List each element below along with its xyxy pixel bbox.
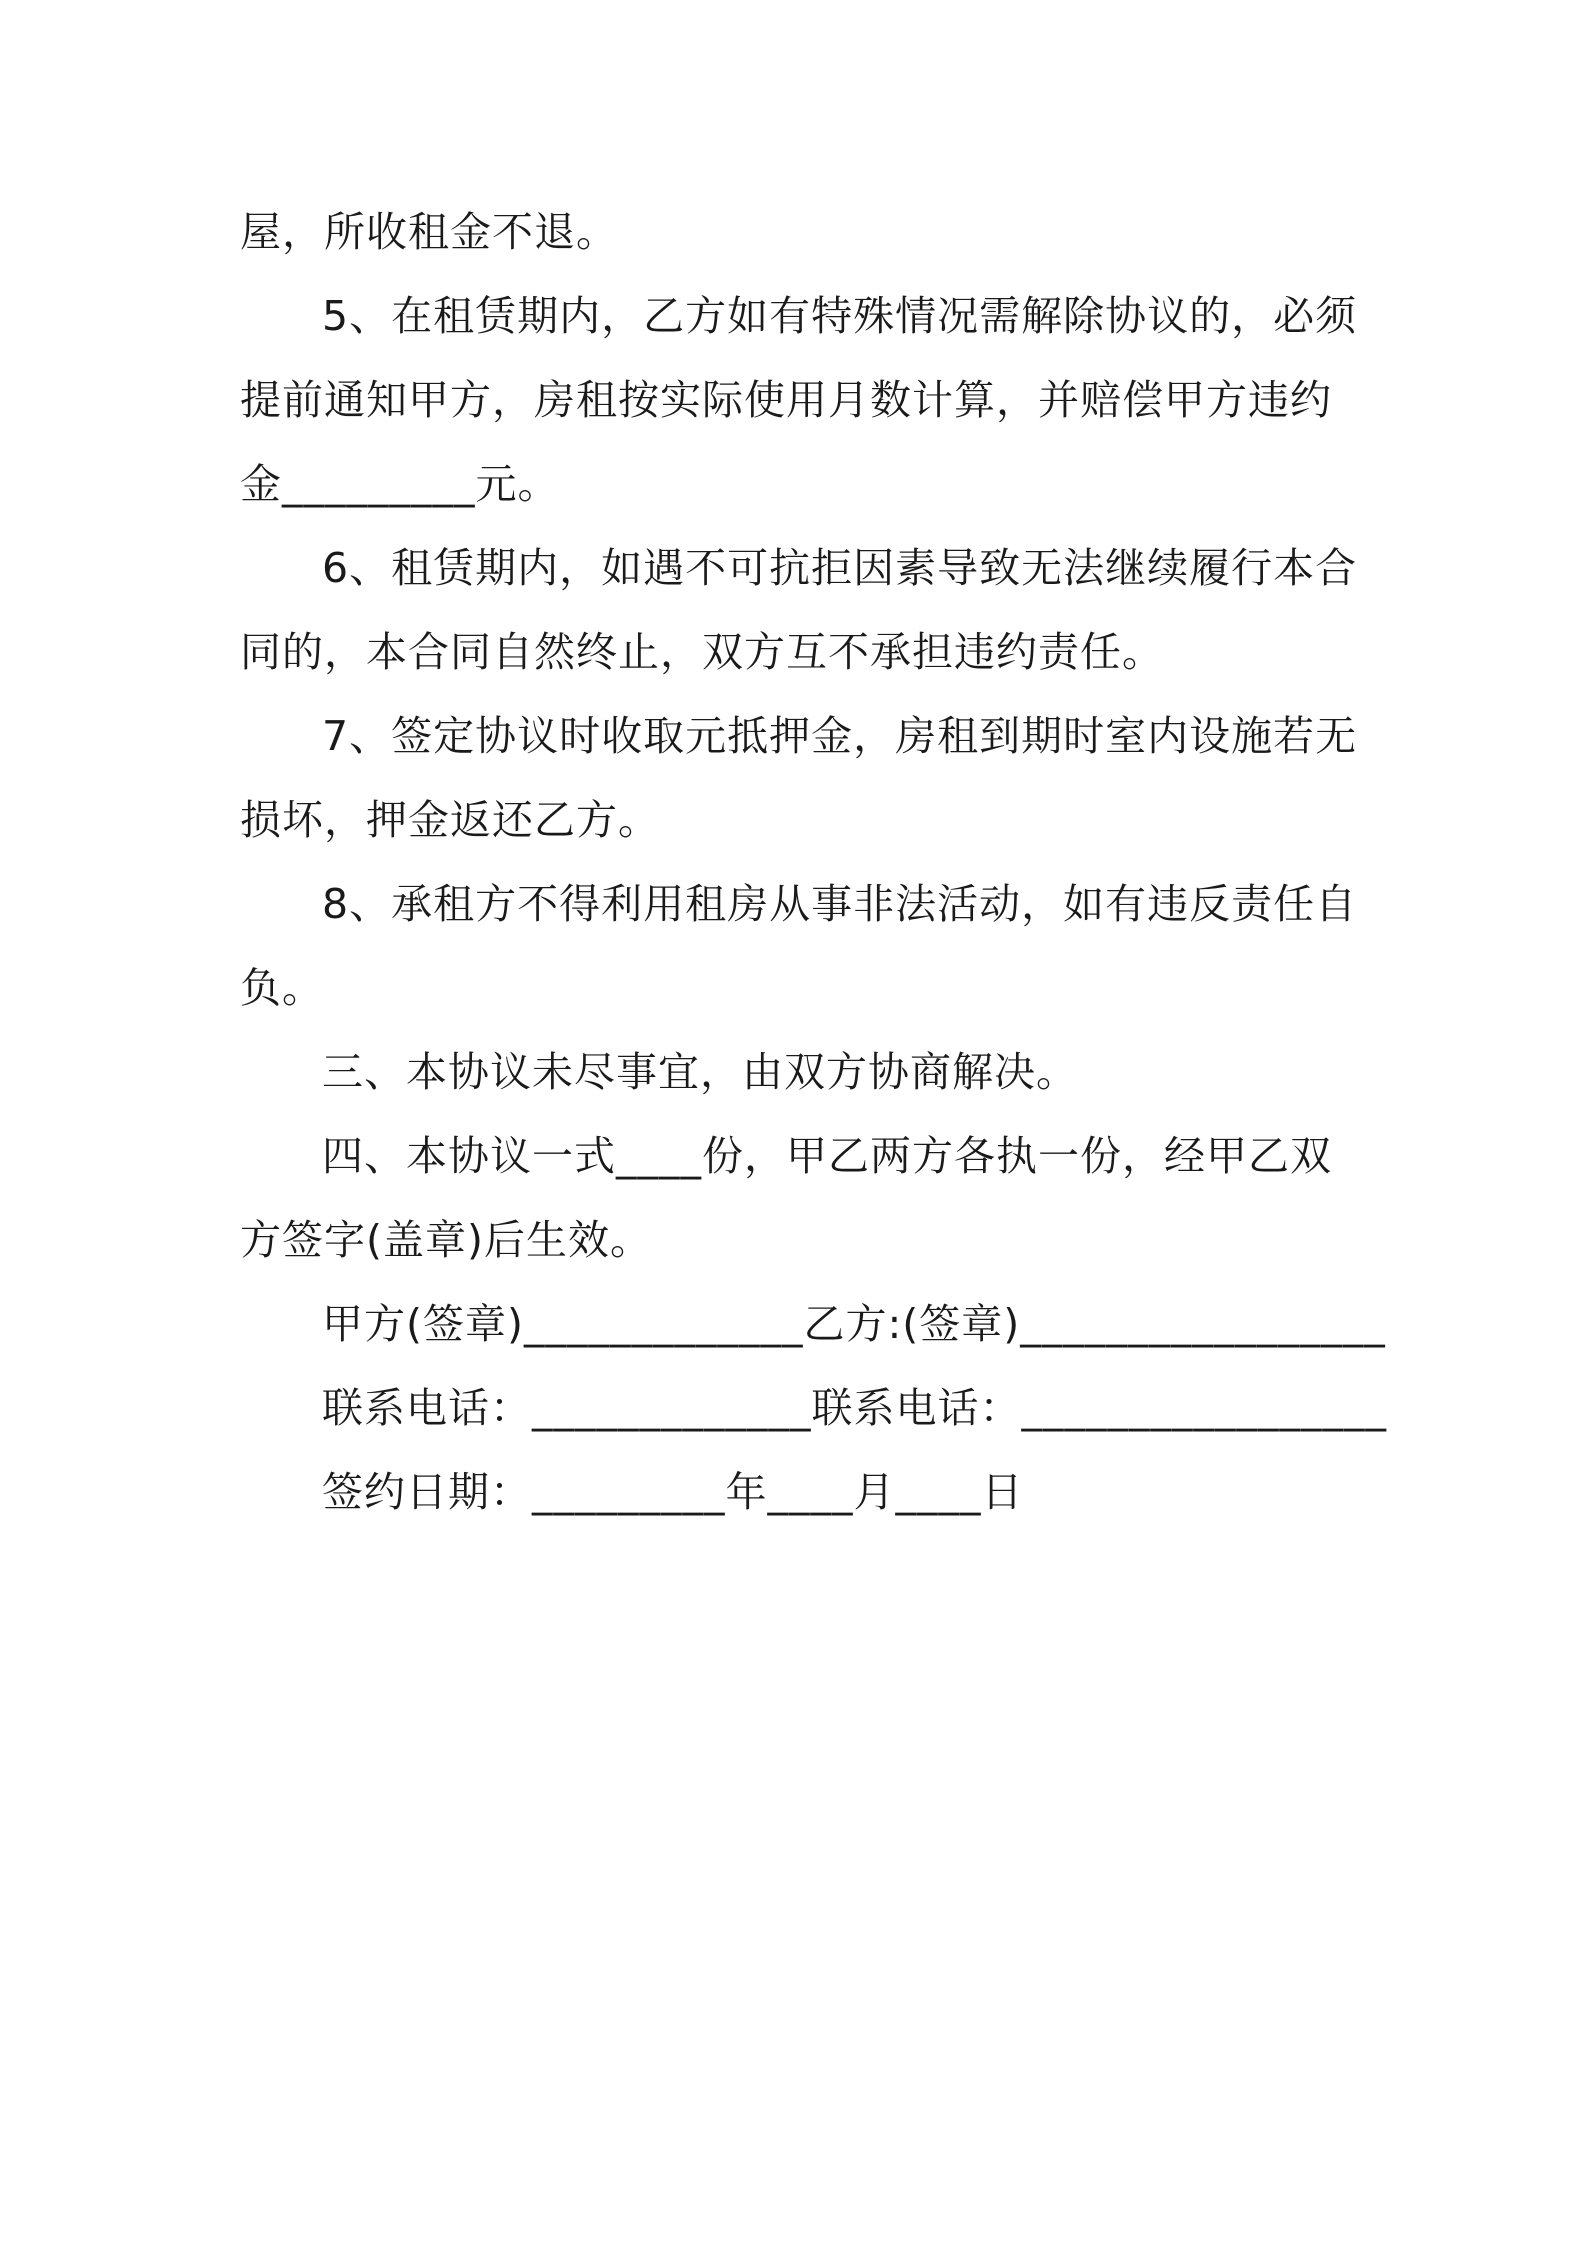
- paragraph-clause-7: 7、签定协议时收取元抵押金，房租到期时室内设施若无损坏，押金返还乙方。: [240, 712, 1358, 844]
- paragraph-clause-8: 8、承租方不得利用租房从事非法活动，如有违反责任自负。: [240, 880, 1358, 1012]
- signature-line-date: 签约日期：_________年____月____日: [322, 1468, 1024, 1516]
- contract-body: [240, 190, 1387, 1534]
- paragraph-section-4: 四、本协议一式____份，甲乙两方各执一份，经甲乙双方签字(盖章)后生效。: [240, 1132, 1332, 1264]
- paragraph-clause-6: 6、租赁期内，如遇不可抗拒因素导致无法继续履行本合同的，本合同自然终止，双方互不承担违约责任。: [240, 544, 1358, 676]
- paragraph-continuation: 屋，所收租金不退。: [240, 208, 618, 256]
- paragraph-section-3: 三、本协议未尽事宜，由双方协商解决。: [322, 1048, 1078, 1096]
- paragraph-clause-5: 5、在租赁期内，乙方如有特殊情况需解除协议的，必须提前通知甲方，房租按实际使用月数计算，并赔偿甲方违约金_________元。: [240, 292, 1358, 508]
- signature-line-phone: 联系电话：_____________联系电话：_________________: [322, 1384, 1387, 1432]
- signature-line-parties: 甲方(签章)_____________乙方:(签章)_________________: [322, 1300, 1386, 1348]
